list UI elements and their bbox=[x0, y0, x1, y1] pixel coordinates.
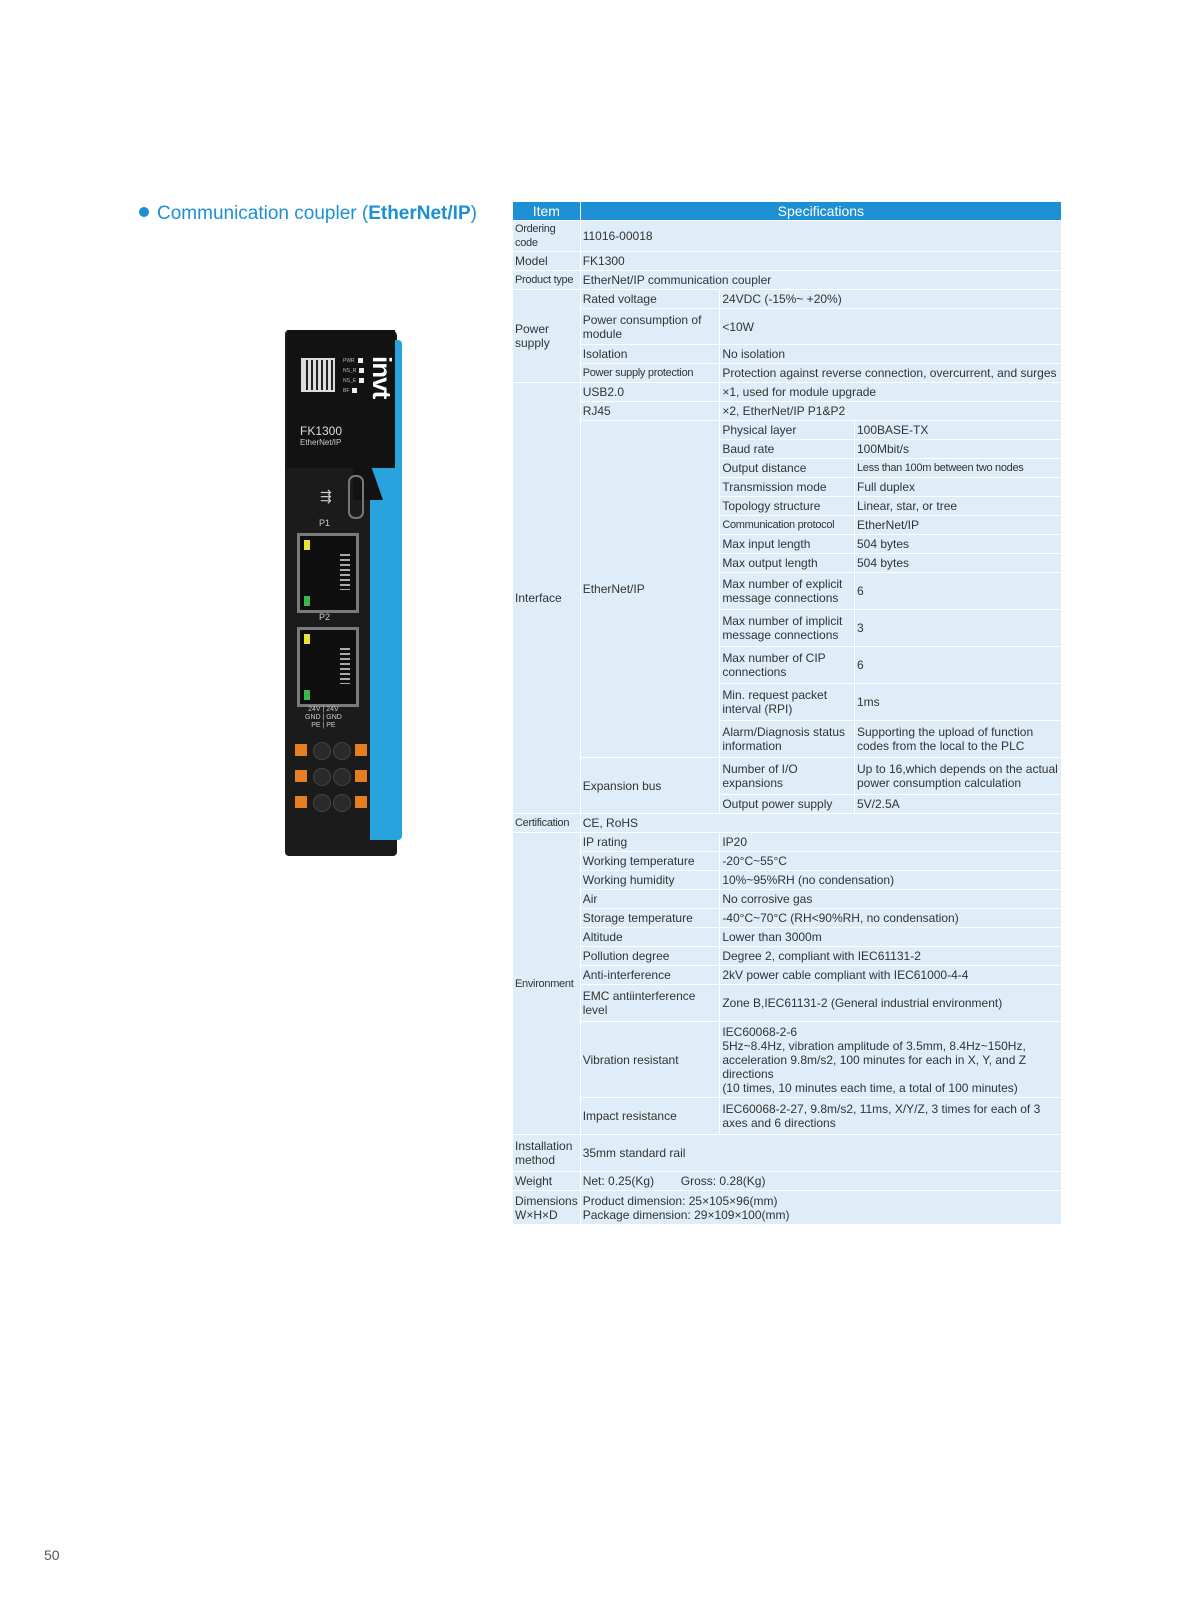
brand-logo: invt bbox=[367, 356, 397, 399]
header-specifications: Specifications bbox=[581, 202, 1062, 221]
table-row: Model FK1300 bbox=[513, 252, 1062, 271]
terminal-row bbox=[293, 740, 369, 762]
table-row: Max number of explicit message connections 6 bbox=[513, 573, 1062, 610]
terminal-row bbox=[293, 792, 369, 814]
led-icon bbox=[352, 388, 357, 393]
device-subtitle: EtherNet/IP bbox=[300, 438, 342, 447]
table-row: Output distance Less than 100m between two nodes bbox=[513, 459, 1062, 478]
table-row: Working humidity 10%~95%RH (no condensation) bbox=[513, 871, 1062, 890]
terminal-row bbox=[293, 766, 369, 788]
table-row: Transmission mode Full duplex bbox=[513, 478, 1062, 497]
device-model-label: FK1300 bbox=[300, 424, 343, 438]
table-row: Output power supply 5V/2.5A bbox=[513, 795, 1062, 814]
table-row: Alarm/Diagnosis status information Supporting the upload of function codes from the local to the PLC bbox=[513, 721, 1062, 758]
table-row: Impact resistance IEC60068-2-27, 9.8m/s2, 11ms, X/Y/Z, 3 times for each of 3 axes and 6 directions bbox=[513, 1098, 1062, 1135]
port-label-p2: P2 bbox=[319, 612, 331, 622]
table-row: Product type EtherNet/IP communication coupler bbox=[513, 271, 1062, 290]
table-row: Weight Net: 0.25(Kg) Gross: 0.28(Kg) bbox=[513, 1172, 1062, 1191]
header-item: Item bbox=[513, 202, 581, 221]
led-icon bbox=[359, 368, 364, 373]
table-row: Dimensions W×H×D Product dimension: 25×105×96(mm) Package dimension: 29×109×100(mm) bbox=[513, 1191, 1062, 1225]
table-row: Working temperature -20°C~55°C bbox=[513, 852, 1062, 871]
table-row: Anti-interference 2kV power cable compliant with IEC61000-4-4 bbox=[513, 966, 1062, 985]
table-row: Max number of CIP connections 6 bbox=[513, 647, 1062, 684]
table-row: Air No corrosive gas bbox=[513, 890, 1062, 909]
rj45-port-p1 bbox=[297, 533, 359, 613]
specifications-table bbox=[513, 202, 1062, 1225]
led-icon bbox=[358, 358, 363, 363]
table-row: Power consumption of module <10W bbox=[513, 309, 1062, 345]
table-row: Installation method 35mm standard rail bbox=[513, 1135, 1062, 1172]
table-row: Expansion bus Number of I/O expansions Up to 16,which depends on the actual power consumption calculation bbox=[513, 758, 1062, 795]
table-row: Topology structure Linear, star, or tree bbox=[513, 497, 1062, 516]
table-row: Storage temperature -40°C~70°C (RH<90%RH, no condensation) bbox=[513, 909, 1062, 928]
led-indicators: PWR NS_R NS_E BF bbox=[343, 356, 364, 396]
table-row: EMC antiinterference level Zone B,IEC61131-2 (General industrial environment) bbox=[513, 985, 1062, 1022]
qr-code-icon bbox=[301, 358, 335, 392]
page-number: 50 bbox=[44, 1547, 60, 1563]
table-row: Altitude Lower than 3000m bbox=[513, 928, 1062, 947]
table-row: Environment IP rating IP20 bbox=[513, 833, 1062, 852]
table-row: Power supply Rated voltage 24VDC (-15%~ +20%) bbox=[513, 290, 1062, 309]
led-icon bbox=[359, 378, 364, 383]
usb-port bbox=[348, 475, 364, 519]
rj45-port-p2 bbox=[297, 627, 359, 707]
table-row: Power supply protection Protection against reverse connection, overcurrent, and surges bbox=[513, 364, 1062, 383]
bullet-icon bbox=[139, 207, 149, 217]
table-row: Min. request packet interval (RPI) 1ms bbox=[513, 684, 1062, 721]
table-row: RJ45 ×2, EtherNet/IP P1&P2 bbox=[513, 402, 1062, 421]
table-row: Ordering code 11016-00018 bbox=[513, 221, 1062, 252]
table-row: Max output length 504 bytes bbox=[513, 554, 1062, 573]
table-row: Communication protocol EtherNet/IP bbox=[513, 516, 1062, 535]
section-title: Communication coupler (EtherNet/IP) bbox=[139, 203, 477, 225]
table-row: Isolation No isolation bbox=[513, 345, 1062, 364]
port-label-p1: P1 bbox=[319, 518, 331, 528]
table-row: Max number of implicit message connections 3 bbox=[513, 610, 1062, 647]
power-terminal-label: 24V | 24V GND | GND PE | PE bbox=[305, 706, 342, 729]
table-row: EtherNet/IP Physical layer 100BASE-TX bbox=[513, 421, 1062, 440]
table-row: Pollution degree Degree 2, compliant with IEC61131-2 bbox=[513, 947, 1062, 966]
table-row: Certification CE, RoHS bbox=[513, 814, 1062, 833]
table-header bbox=[513, 202, 1062, 221]
table-row: Max input length 504 bytes bbox=[513, 535, 1062, 554]
table-row: Vibration resistant IEC60068-2-6 5Hz~8.4Hz, vibration amplitude of 3.5mm, 8.4Hz~150Hz, acceleration 9.8m/s2, 100 minutes for each in X, Y, and Z directions (10 times, 10 minutes each time, a total of 100 minutes) bbox=[513, 1022, 1062, 1098]
table-row: Interface USB2.0 ×1, used for module upgrade bbox=[513, 383, 1062, 402]
usb-icon: ⇶ bbox=[320, 488, 332, 504]
table-row: Baud rate 100Mbit/s bbox=[513, 440, 1062, 459]
product-image bbox=[285, 330, 411, 856]
